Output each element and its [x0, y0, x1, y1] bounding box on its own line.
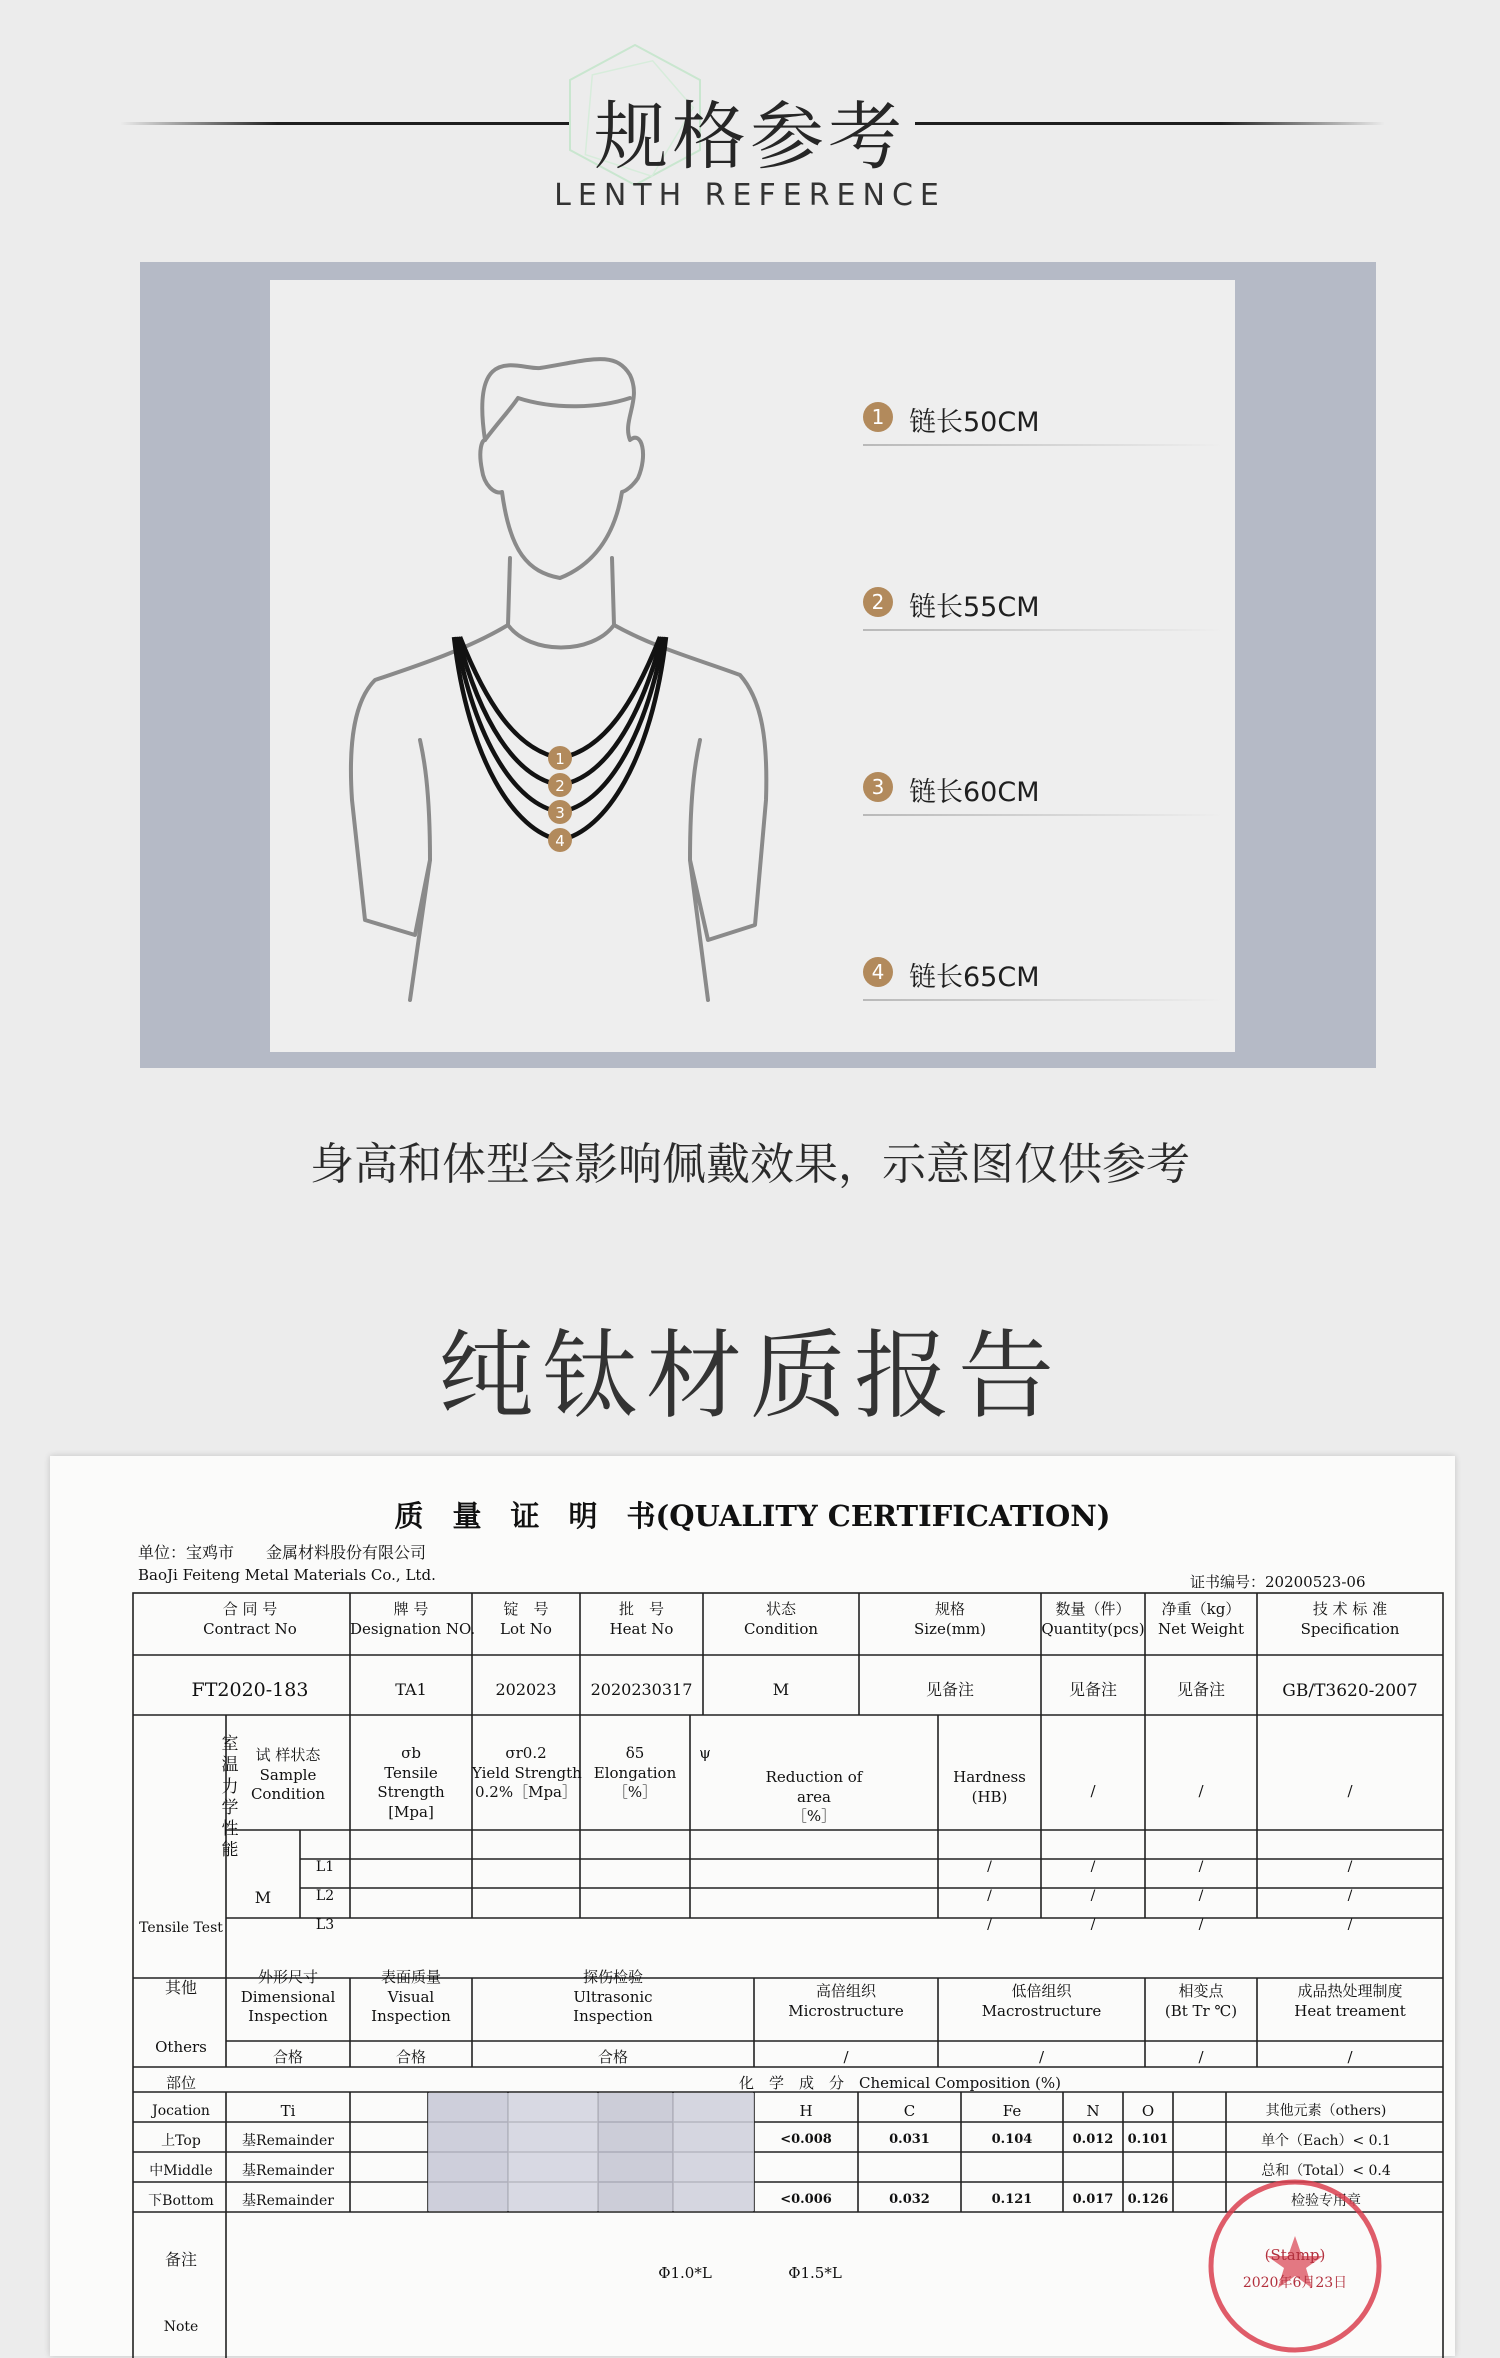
- stamp-label: (Stamp): [1264, 2246, 1326, 2264]
- slash: /: [843, 2048, 849, 2066]
- length-label: 链长60CM: [909, 777, 1040, 808]
- elem-c: C: [903, 2102, 916, 2120]
- elem-fe: Fe: [1002, 2102, 1022, 2120]
- other-elements-head: 其他元素（others): [1265, 2103, 1387, 2119]
- svg-text:3: 3: [555, 804, 565, 822]
- svg-text:4: 4: [555, 832, 565, 850]
- slash: /: [1198, 1782, 1204, 1800]
- section-title: 纯钛材质报告: [438, 1320, 1062, 1432]
- header-rule-right: [915, 122, 1385, 125]
- torso-illustration: [270, 280, 1235, 1052]
- slash: /: [1347, 1917, 1353, 1933]
- l2-label: L2: [315, 1888, 335, 1904]
- length-item-65: [863, 955, 1223, 995]
- slash: /: [1038, 2048, 1045, 2066]
- slash: /: [1090, 1917, 1096, 1933]
- slash: /: [1347, 2048, 1353, 2066]
- elem-o: O: [1141, 2102, 1155, 2120]
- length-label: 链长55CM: [909, 592, 1040, 623]
- value-spec: GB/T3620-2007: [1282, 1681, 1418, 1701]
- page-title: 规格参考: [594, 94, 906, 180]
- length-label: 链长65CM: [909, 962, 1040, 993]
- certificate-number: 证书编号：20200523-06: [1190, 1573, 1366, 1591]
- certificate-unit-cn: 单位：宝鸡市 金属材料股份有限公司: [138, 1543, 427, 1562]
- heat-treatment-head: 成品热处理制度 Heat treament: [1294, 1982, 1406, 2020]
- ultrasonic-head: 探伤检验 Ultrasonic Inspection: [573, 1968, 653, 2025]
- visual-head: 表面质量 Visual Inspection: [371, 1968, 451, 2025]
- m-label: M: [254, 1888, 272, 1907]
- length-rule: [863, 444, 1223, 446]
- slash: /: [1347, 1859, 1353, 1875]
- position-head-en: Jocation: [152, 2103, 210, 2119]
- psi-label: ψ: [699, 1744, 711, 1762]
- slash: /: [1198, 1859, 1204, 1875]
- slash: /: [1347, 1782, 1353, 1800]
- disclaimer-note: 身高和体型会影响佩戴效果，示意图仅供参考: [310, 1139, 1190, 1190]
- tensile-head: σb Tensile Strength [Mpa]: [377, 1744, 445, 1821]
- stamp-date: 2020年6月23日: [1242, 2275, 1348, 2291]
- remarks-side-cn: 备注: [164, 2250, 197, 2269]
- slash: /: [1198, 1917, 1204, 1933]
- visual-result: 合格: [395, 2048, 426, 2066]
- length-rule: [863, 629, 1223, 631]
- col-head-spec: 技 术 标 准 Specification: [1300, 1600, 1400, 1638]
- value-lot: 202023: [495, 1680, 557, 1699]
- value-heat: 2020230317: [590, 1680, 693, 1699]
- l3-label: L3: [315, 1917, 335, 1933]
- length-rule: [863, 999, 1223, 1001]
- svg-text:1: 1: [555, 750, 565, 768]
- value-condition: M: [772, 1680, 790, 1699]
- dimensional-result: 合格: [272, 2048, 303, 2066]
- dimensional-head: 外形尺寸 Dimensional Inspection: [240, 1968, 336, 2025]
- red-seal-stamp-icon: [1205, 2176, 1385, 2356]
- slash: /: [1090, 1859, 1096, 1875]
- others-side-en: Others: [155, 2038, 207, 2056]
- hardness-head: Hardness (HB): [953, 1768, 1026, 1806]
- length-number-badge: 4: [863, 957, 893, 987]
- slash: /: [1198, 2048, 1204, 2066]
- slash: /: [987, 1917, 992, 1933]
- length-rule: [863, 814, 1223, 816]
- value-quantity: 见备注: [1068, 1680, 1117, 1699]
- others-side-cn: 其他: [164, 1978, 197, 1997]
- length-item-55: [863, 585, 1223, 625]
- col-head-contract: 合 同 号 Contract No: [203, 1600, 297, 1638]
- value-size: 见备注: [925, 1680, 974, 1699]
- length-label: 链长50CM: [909, 407, 1040, 438]
- elem-h: H: [799, 2102, 813, 2120]
- micro-head: 高倍组织 Microstructure: [788, 1982, 904, 2020]
- svg-text:2: 2: [555, 777, 565, 795]
- slash: /: [987, 1859, 992, 1875]
- sample-condition-head: 试 样状态 Sample Condition: [250, 1746, 326, 1803]
- length-number-badge: 3: [863, 772, 893, 802]
- value-contract: FT2020-183: [191, 1679, 309, 1701]
- col-head-heat: 批 号 Heat No: [609, 1600, 674, 1638]
- remark-value-2: Φ1.5*L: [788, 2264, 842, 2282]
- remarks-side-en: Note: [163, 2319, 199, 2335]
- length-item-50: [863, 400, 1223, 440]
- mech-side-label: 室温力学性能: [221, 1734, 239, 1861]
- value-weight: 见备注: [1176, 1680, 1225, 1699]
- transition-head: 相变点 (Bt Tr ℃): [1164, 1982, 1238, 2020]
- l1-label: L1: [315, 1859, 335, 1875]
- length-number-badge: 2: [863, 587, 893, 617]
- col-head-quantity: 数量（件） Quantity(pcs): [1041, 1600, 1145, 1638]
- header-rule-left: [120, 122, 570, 125]
- certificate-title: 质 量 证 明 书(QUALITY CERTIFICATION): [394, 1499, 1111, 1533]
- slash: /: [1090, 1782, 1096, 1800]
- certificate-unit-en: BaoJi Feiteng Metal Materials Co., Ltd.: [138, 1566, 436, 1584]
- elongation-head: δ5 Elongation ［%］: [593, 1744, 677, 1801]
- page-subtitle: LENTH REFERENCE: [554, 178, 946, 213]
- slash: /: [987, 1888, 992, 1904]
- slash: /: [1090, 1888, 1096, 1904]
- macro-head: 低倍组织 Macrostructure: [981, 1982, 1102, 2020]
- reduction-head: Reduction of area ［%］: [765, 1768, 863, 1825]
- quality-certificate: 质 量 证 明 书(QUALITY CERTIFICATION) 单位：宝鸡市 金属材料股份有限公司 BaoJi Feiteng Metal Materials Co., Ltd. 证书编号：20200523-06 合 同 号 Contract No 牌 号 Designation NO. 锭 号 Lot No 批 号 Heat No 状态 Condition 规格 Size(mm) 数量（件） Quantity(pcs) 净重（kg） Net Weight 技 术 标 准 Specification FT2020-183 TA1 202023 2020230317 M 见备注 见备注 见备注 GB/T3620-2007 室温力学性能 Tensile Test 试 样状态 Sample Condition σb Tensile Strength [Mpa] σr0.2 Yield Strength 0.2%［Mpa］ δ5 Elongation ［%］ ψ Reduction of area ［%］ Hardness (HB) / / / M L1 L2 L3 / / / / / / / / / / / / 其他 Others 外形尺寸 Dimensional Inspection 表面质量 Visual Inspection 探伤检验 Ultrasonic Inspection 高倍组织 Microstructure 低倍组织 Macrostructure 相变点 (Bt Tr ℃) 成品热处理制度 Heat treament 合格 合格 合格 / / / / 部位 化 学 成 分 Chemical Composition (%) Jocation Ti H C Fe N O 其他元素（others) 上Top 基Remainder <0.008 0.031 0.104 0.012 0.101 单个（Each）< 0.1 中Middle 基Remainder 总和（Total）< 0.4 下Bottom 基Remainder <0.006 0.032 0.121 0.017 0.126 检验专用章 备注 Note Φ1.0*L Φ1.5*L (Stamp) 2020年6月23日: [50, 1456, 1455, 2356]
- slash: /: [1347, 1888, 1353, 1904]
- value-designation: TA1: [395, 1680, 427, 1699]
- col-head-lot: 锭 号 Lot No: [500, 1600, 552, 1638]
- length-number-badge: 1: [863, 402, 893, 432]
- slash: /: [1198, 1888, 1204, 1904]
- length-item-60: [863, 770, 1223, 810]
- ultrasonic-result: 合格: [597, 2048, 628, 2066]
- col-head-designation: 牌 号 Designation NO.: [350, 1600, 476, 1638]
- mech-side-label-en: Tensile Test: [139, 1920, 223, 1936]
- remark-value-1: Φ1.0*L: [658, 2264, 712, 2282]
- chem-title: 化 学 成 分 Chemical Composition (%): [738, 2074, 1062, 2092]
- ti-head: Ti: [280, 2102, 296, 2120]
- col-head-weight: 净重（kg） Net Weight: [1158, 1600, 1244, 1638]
- position-head-cn: 部位: [165, 2074, 196, 2092]
- col-head-condition: 状态 Condition: [743, 1600, 819, 1638]
- yield-head: σr0.2 Yield Strength 0.2%［Mpa］: [472, 1744, 582, 1801]
- elem-n: N: [1086, 2102, 1100, 2120]
- col-head-size: 规格 Size(mm): [913, 1600, 986, 1638]
